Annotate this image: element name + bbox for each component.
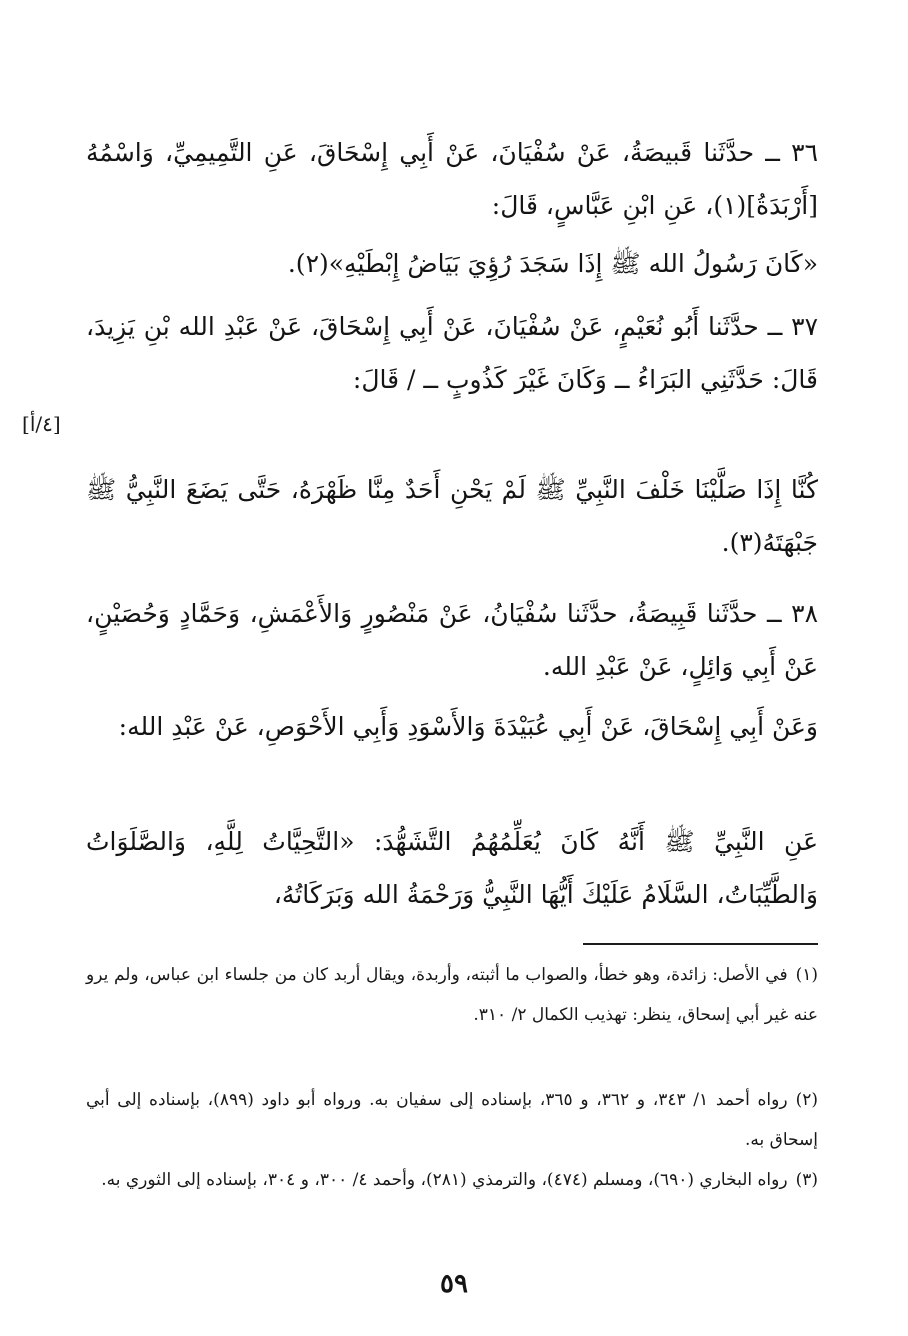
footnote-number: (١)	[795, 965, 818, 985]
manuscript-folio-note: [٤/أ]	[22, 412, 61, 436]
footnote-divider	[583, 943, 818, 945]
page-number: ٥٩	[440, 1269, 468, 1299]
hadith-38-quote: عَنِ النَّبِيِّ ﷺ أَنَّهُ كَانَ يُعَلِّمُهُمُ التَّشَهُّدَ: «التَّحِيَّاتُ لِلَّهِ، وَالصَّلَوَاتُ وَالطَّيِّبَاتُ، السَّلَامُ عَلَيْكَ أَيُّهَا النَّبِيُّ وَرَحْمَةُ الله وَبَرَكَاتُهُ،	[86, 827, 818, 909]
hadith-37-chain: ٣٧ ــ حدَّثَنا أَبُو نُعَيْمٍ، عَنْ سُفْيَانَ، عَنْ أَبِي إِسْحَاقَ، عَنْ عَبْدِ الله بْنِ يَزِيدَ، قَالَ: حَدَّثَنِي البَرَاءُ ــ وَكَانَ غَيْرَ كَذُوبٍ ــ / قَالَ:	[86, 312, 818, 394]
hadith-36-chain: ٣٦ ــ حدَّثَنا قَبيصَةُ، عَنْ سُفْيَانَ، عَنْ أَبِي إِسْحَاقَ، عَنِ التَّمِيمِيِّ، وَاسْمُهُ [أَرْبَدَةُ](١)، عَنِ ابْنِ عَبَّاسٍ، قَالَ:	[86, 138, 818, 220]
hadith-38-chain: ٣٨ ــ حدَّثَنا قَبِيصَةُ، حدَّثَنا سُفْيَانُ، عَنْ مَنْصُورٍ وَالأَعْمَشِ، وَحَمَّادٍ وَحُصَيْنٍ، عَنْ أَبِي وَائِلٍ، عَنْ عَبْدِ الله.	[86, 599, 818, 681]
hadith-36-quote: «كَانَ رَسُولُ الله ﷺ إِذَا سَجَدَ رُؤِيَ بَيَاضُ إِبْطَيْهِ»(٢).	[287, 249, 818, 278]
hadith-38-second-chain: وَعَنْ أَبِي إِسْحَاقَ، عَنْ أَبِي عُبَيْدَةَ وَالأَسْوَدِ وَأَبِي الأَحْوَصِ، عَنْ عَبْدِ الله:	[118, 712, 818, 741]
footnote-text: رواه أحمد ١/ ٣٤٣، و ٣٦٢، و ٣٦٥، بإسناده إلى سفيان به. ورواه أبو داود (٨٩٩)، بإسناده إلى أبي إسحاق به.	[86, 1090, 818, 1150]
footnote-1	[86, 955, 818, 1035]
footnote-2	[86, 1080, 818, 1160]
footnote-number: (٢)	[795, 1090, 818, 1110]
hadith-37-quote: كُنَّا إِذَا صَلَّيْنَا خَلْفَ النَّبِيِّ ﷺ لَمْ يَحْنِ أَحَدٌ مِنَّا ظَهْرَهُ، حَتَّى يَضَعَ النَّبِيُّ ﷺ جَبْهَتَهُ(٣).	[86, 475, 818, 557]
footnote-3	[86, 1160, 818, 1200]
footnote-text: في الأصل: زائدة، وهو خطأ، والصواب ما أثبته، وأربدة، ويقال أربد كان من جلساء ابن عباس، ولم يرو عنه غير أبي إسحاق، ينظر: تهذيب الكمال ٢/ ٣١٠.	[86, 965, 818, 1025]
footnote-number: (٣)	[795, 1170, 818, 1190]
footnote-text: رواه البخاري (٦٩٠)، ومسلم (٤٧٤)، والترمذي (٢٨١)، وأحمد ٤/ ٣٠٠، و ٣٠٤، بإسناده إلى الثوري به.	[101, 1170, 788, 1190]
